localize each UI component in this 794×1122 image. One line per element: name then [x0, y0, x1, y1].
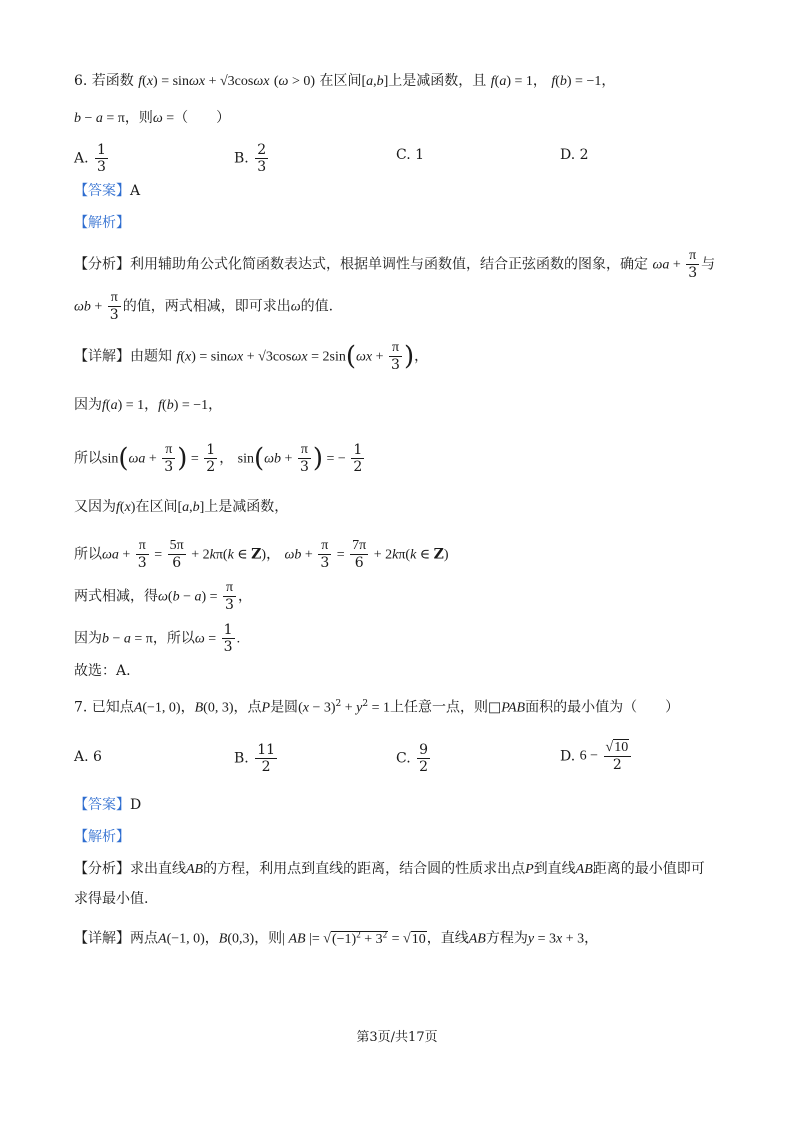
q6-detail-s6: 因为b − a = π，所以ω = $\frac{1}{3}$ . [74, 622, 241, 656]
q7-answer: 【答案】D [74, 797, 142, 813]
page-footer: 第3页/共17页 [356, 1030, 438, 1045]
q7-analysis-header: 【解析】 [74, 829, 130, 845]
q6-detail-s4: 所以ωa + $\frac{\pi}{3}$ = $\frac{5\pi}{6}$ + 2kπ(k ∈ Z)， ωb + $\frac{\pi}{3}$ = $\frac{7\pi}{6}$ + 2kπ(k ∈ Z) [74, 538, 449, 572]
q6-option-a: A. $\frac{1}{3}$ [74, 142, 106, 176]
q7-analysis-line2: 求得最小值. [74, 891, 149, 907]
q6-analysis: 【分析】利用辅助角公式化简函数表达式，根据单调性与函数值，结合正弦函数的图象，确定 ωa + $\frac{\pi}{3}$ 与 [74, 248, 716, 282]
q6-analysis-header: 【解析】 [74, 215, 130, 231]
q6-choose: 故选：A. [74, 663, 131, 679]
q7-option-a: A. 6 [74, 749, 102, 765]
q6-detail-s5: 两式相减，得ω(b − a) = $\frac{\pi}{3}$ ， [74, 580, 252, 614]
q7-title: 7. 已知点A(−1, 0)，B(0, 3)，点P是圆$(x - 3)^2 + y^2 = 1$上任意一点，则□PAB面积的最小值为（ ） [74, 699, 680, 716]
q7-option-c: C. $\frac{9}{2}$ [396, 742, 429, 776]
q6-analysis-line2: ωb + $\frac{\pi}{3}$ 的值，两式相减，即可求出ω的值. [74, 290, 334, 324]
q6-answer: 【答案】A [74, 183, 141, 199]
q7-option-b: B. $\frac{11}{2}$ [234, 742, 276, 776]
q6-title: 6. 若函数 f(x) = sinωx + √3cosωx (ω > 0) 在区间[a,b]上是减函数，且 f(a) = 1， f(b) = −1， [74, 73, 616, 89]
q7-option-d: D. 6 − $\frac{√10}{2}$ [560, 740, 633, 773]
q6-detail-s1: 因为f(a) = 1，f(b) = −1， [74, 397, 223, 413]
q6-detail-s3: 又因为f(x)在区间[a,b]上是减函数， [74, 499, 289, 515]
q6-option-d: D. 2 [560, 147, 589, 163]
q6-option-b: B. $\frac{2}{3}$ [234, 142, 267, 176]
q7-analysis: 【分析】求出直线AB的方程，利用点到直线的距离，结合圆的性质求出点P到直线AB距离的最小值即可 [74, 861, 705, 877]
q6-detail-s2: 所以sin(ωa + $\frac{\pi}{3}$ ) = $\frac{1}{2}$ ， sin(ωb + $\frac{\pi}{3}$ ) = − $\frac{1}{2}$ [74, 442, 363, 476]
q6-title-line2: b − a = π，则ω =（ ） [74, 110, 231, 126]
q6-option-c: C. 1 [396, 147, 425, 163]
q7-detail: 【详解】两点A(−1, 0)，B(0,3)，则| AB |= $√(-1)^2 + 3^2 = √10$，直线AB方程为y = 3x + 3， [74, 929, 599, 947]
q6-detail: 【详解】由题知 f(x) = sinωx + √3cosωx = 2sin(ωx + $\frac{\pi}{3}$ )， [74, 340, 429, 374]
